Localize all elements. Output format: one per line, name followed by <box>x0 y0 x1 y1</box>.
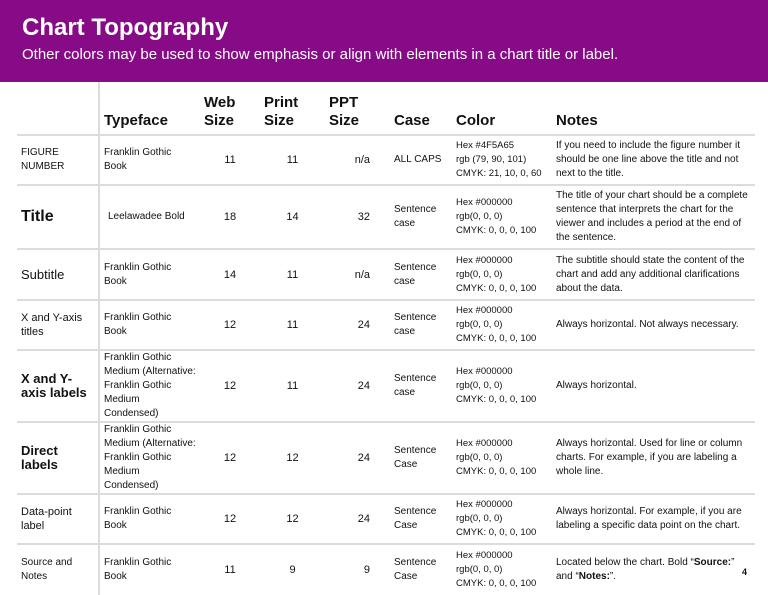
rgb-value: rgb(0, 0, 0) <box>456 452 503 463</box>
hex-value: Hex #4F5A65 <box>456 140 515 151</box>
notes-text: Always horizontal. Not always necessary. <box>556 319 739 330</box>
color-spec <box>452 185 552 249</box>
typeface: Franklin Gothic Book <box>99 135 200 185</box>
cmyk-value: CMYK: 0, 0, 0, 100 <box>456 394 537 405</box>
rgb-value: rgb(0, 0, 0) <box>456 564 503 575</box>
print-size: 11 <box>260 135 325 185</box>
print-size: 12 <box>260 494 325 544</box>
rgb-value: rgb (79, 90, 101) <box>456 154 527 165</box>
ppt-size: 24 <box>325 350 390 422</box>
print-size: 11 <box>260 300 325 350</box>
print-size: 11 <box>260 249 325 300</box>
web-size: 12 <box>200 494 260 544</box>
hex-value: Hex #000000 <box>456 366 513 377</box>
element-name: Title <box>17 185 99 249</box>
element-name: X and Y-axis labels <box>17 350 99 422</box>
ppt-size: n/a <box>325 135 390 185</box>
table-header <box>17 82 755 135</box>
rgb-value: rgb(0, 0, 0) <box>456 380 503 391</box>
element-name: X and Y-axis titles <box>17 300 99 350</box>
color-spec <box>452 544 552 595</box>
element-name: Data-point label <box>17 494 99 544</box>
table-row <box>17 185 755 249</box>
col-header-ppt-size: PPT Size <box>329 94 360 129</box>
case: Sentence Case <box>390 422 452 494</box>
notes-text: The subtitle should state the content of the chart and add any additional clarifications about the data. <box>556 254 745 294</box>
cmyk-value: CMYK: 21, 10, 0, 60 <box>456 168 542 179</box>
hex-value: Hex #000000 <box>456 305 513 316</box>
cmyk-value: CMYK: 0, 0, 0, 100 <box>456 282 537 294</box>
notes-text: The title of your chart should be a complete sentence that interprets the chart for the viewer and includes a period at the end of the sentence. <box>556 190 748 243</box>
case: Sentence case <box>390 249 452 300</box>
typeface: Franklin Gothic Medium (Alternative: Franklin Gothic Medium Condensed) <box>99 350 200 422</box>
col-header-notes: Notes <box>556 112 598 129</box>
web-size: 11 <box>200 544 260 595</box>
cmyk-value: CMYK: 0, 0, 0, 100 <box>456 578 537 589</box>
typeface: Franklin Gothic Book <box>99 249 200 300</box>
print-size: 9 <box>260 544 325 595</box>
color-spec <box>452 300 552 350</box>
rgb-value: rgb(0, 0, 0) <box>456 268 503 280</box>
typeface: Franklin Gothic Book <box>99 544 200 595</box>
table-row <box>17 422 755 494</box>
col-header-case: Case <box>394 112 430 129</box>
hex-value: Hex #000000 <box>456 254 513 266</box>
ppt-size: 32 <box>325 185 390 249</box>
notes-bold-source: Source: <box>693 557 732 568</box>
notes-text: If you need to include the figure number it should be one line above the title and not next to the title. <box>556 140 741 179</box>
ppt-size: 24 <box>325 422 390 494</box>
case: Sentence case <box>390 300 452 350</box>
element-name: FIGURE NUMBER <box>17 135 99 185</box>
hex-value: Hex #000000 <box>456 438 513 449</box>
color-spec <box>452 135 552 185</box>
element-name: Source and Notes <box>17 544 99 595</box>
ppt-size: 24 <box>325 300 390 350</box>
page-subtitle: Other colors may be used to show emphasis or align with elements in a chart title or label. <box>22 46 619 63</box>
notes <box>552 300 755 350</box>
notes-text: Always horizontal. For example, if you are labeling a specific data point on the chart. <box>556 506 742 531</box>
table-row <box>17 350 755 422</box>
rgb-value: rgb(0, 0, 0) <box>456 513 503 524</box>
print-size: 11 <box>260 350 325 422</box>
table-row <box>17 300 755 350</box>
col-header-element <box>17 82 99 135</box>
ppt-size: n/a <box>325 249 390 300</box>
table-row <box>17 544 755 595</box>
notes-text: Always horizontal. <box>556 380 637 391</box>
cmyk-value: CMYK: 0, 0, 0, 100 <box>456 225 537 236</box>
notes-text: ” and “ <box>556 557 735 582</box>
header-banner <box>0 0 768 82</box>
notes <box>552 544 755 595</box>
cmyk-value: CMYK: 0, 0, 0, 100 <box>456 527 537 538</box>
col-header-color: Color <box>456 112 496 129</box>
notes <box>552 422 755 494</box>
notes <box>552 494 755 544</box>
web-size: 12 <box>200 300 260 350</box>
web-size: 11 <box>200 135 260 185</box>
notes-text: ”. <box>609 571 617 582</box>
rgb-value: rgb(0, 0, 0) <box>456 211 503 222</box>
notes <box>552 350 755 422</box>
cmyk-value: CMYK: 0, 0, 0, 100 <box>456 466 537 477</box>
color-spec <box>452 494 552 544</box>
col-header-typeface: Typeface <box>104 112 168 129</box>
rgb-value: rgb(0, 0, 0) <box>456 319 503 330</box>
color-spec <box>452 422 552 494</box>
case: Sentence case <box>390 185 452 249</box>
color-spec <box>452 249 552 300</box>
notes-bold-notes: Notes: <box>578 571 610 582</box>
case: Sentence Case <box>390 494 452 544</box>
print-size: 14 <box>260 185 325 249</box>
cmyk-value: CMYK: 0, 0, 0, 100 <box>456 333 537 344</box>
typeface: Franklin Gothic Medium (Alternative: Franklin Gothic Medium Condensed) <box>99 422 200 494</box>
ppt-size: 24 <box>325 494 390 544</box>
typography-table <box>17 82 755 595</box>
case: Sentence Case <box>390 544 452 595</box>
notes-text: Located below the chart. Bold “ <box>556 557 694 568</box>
case: ALL CAPS <box>390 135 452 185</box>
notes <box>552 135 755 185</box>
page-number: 4 <box>742 567 748 577</box>
web-size: 14 <box>200 249 260 300</box>
typeface: Franklin Gothic Book <box>99 300 200 350</box>
color-spec <box>452 350 552 422</box>
case: Sentence case <box>390 350 452 422</box>
table-row <box>17 135 755 185</box>
table-row <box>17 249 755 300</box>
table-row <box>17 494 755 544</box>
notes <box>552 249 755 300</box>
web-size: 18 <box>200 185 260 249</box>
web-size: 12 <box>200 422 260 494</box>
typeface: Franklin Gothic Book <box>99 494 200 544</box>
hex-value: Hex #000000 <box>456 550 513 561</box>
col-header-web-size: Web Size <box>204 94 236 129</box>
element-name: Subtitle <box>17 249 99 300</box>
notes <box>552 185 755 249</box>
print-size: 12 <box>260 422 325 494</box>
typeface: Leelawadee Bold <box>99 185 200 249</box>
hex-value: Hex #000000 <box>456 197 513 208</box>
web-size: 12 <box>200 350 260 422</box>
col-header-print-size: Print Size <box>264 94 299 129</box>
notes-text: Always horizontal. Used for line or column charts. For example, if you are labeling a whole line. <box>556 438 743 477</box>
page-title: Chart Topography <box>22 14 229 41</box>
element-name: Direct labels <box>17 422 99 494</box>
ppt-size: 9 <box>325 544 390 595</box>
hex-value: Hex #000000 <box>456 499 513 510</box>
